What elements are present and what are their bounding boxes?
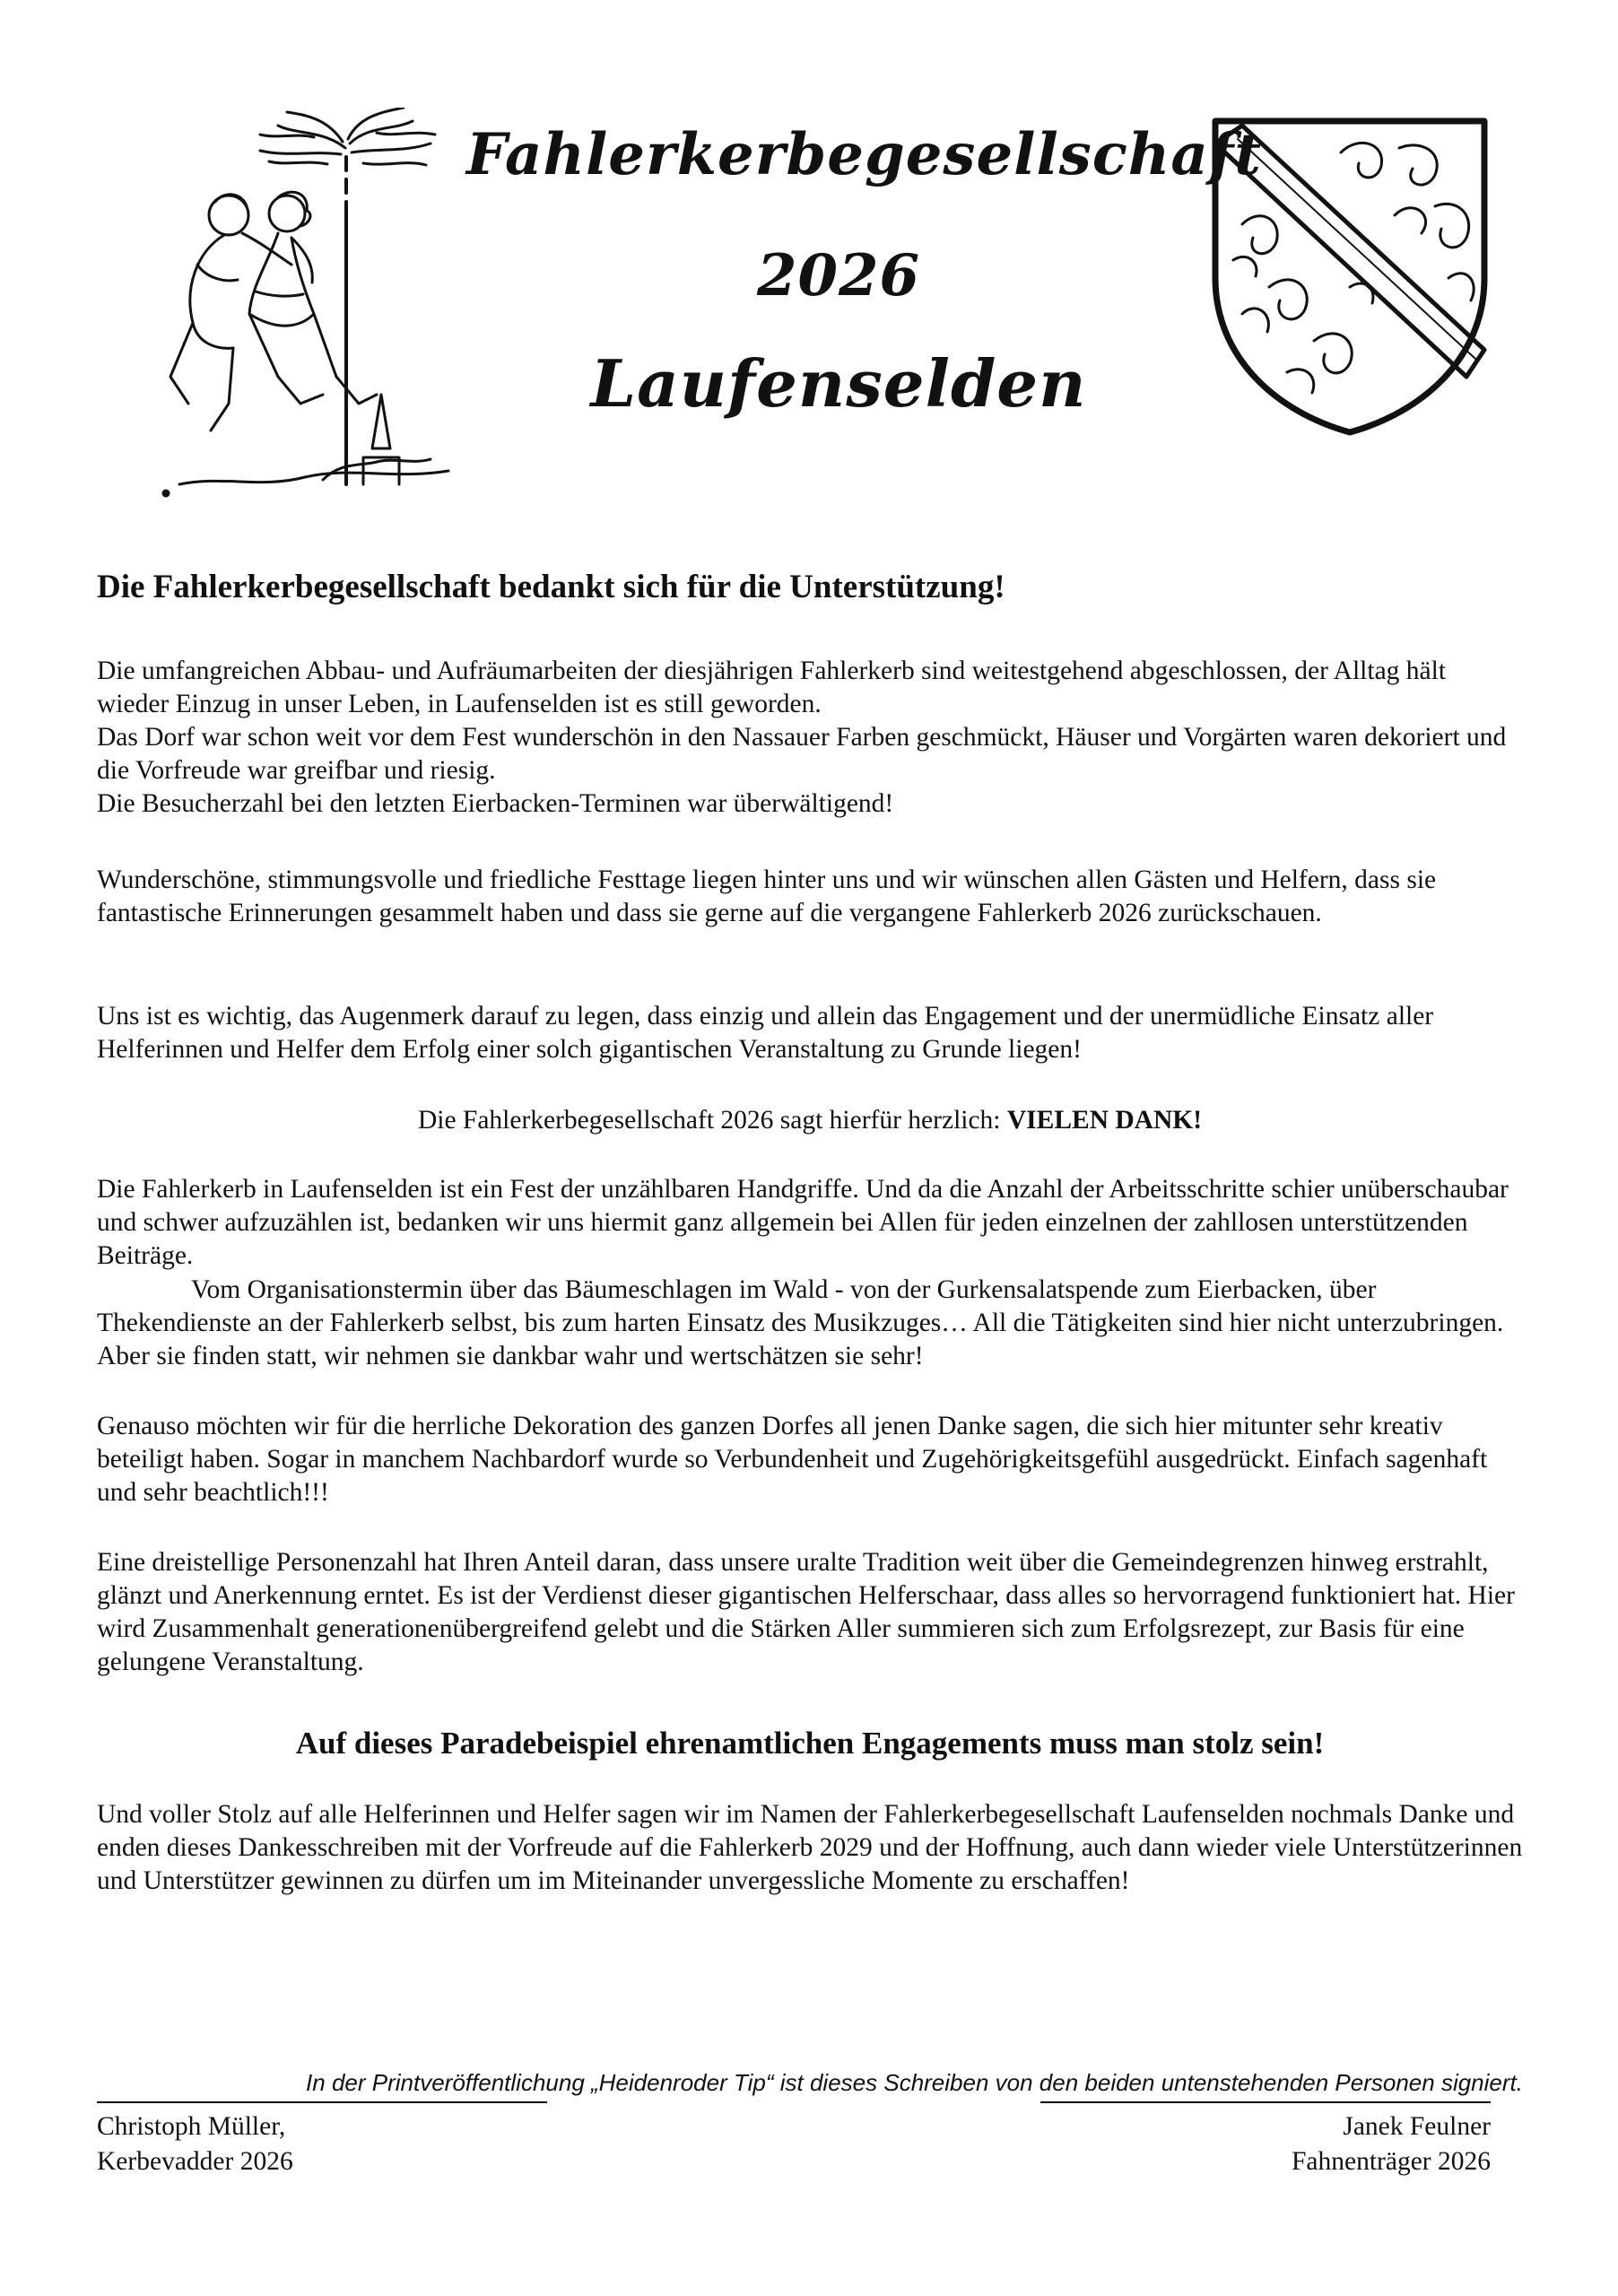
paragraph: Wunderschöne, stimmungsvolle und friedliche Festtage liegen hinter uns und wir wünschen allen Gästen und Helfern, dass sie fantastische Erinnerungen gesammelt haben und dass sie gerne auf die vergangene Fahlerkerb 2026 zurückschauen. <box>97 865 1437 927</box>
paragraph-intro <box>97 655 1523 821</box>
print-note: In der Printveröffentlichung „Heidenroder Tip“ ist dieses Schreiben von den beiden untenstehenden Personen signiert. <box>306 2069 1523 2096</box>
paragraph: Die Fahlerkerb in Laufenselden ist ein Fest der unzählbaren Handgriffe. Und da die Anzahl der Arbeitsschritte schier unüberschaubar und schwer aufzuzählen ist, bedanken wir uns hiermit ganz allgemein bei Allen für jeden einzelnen der zahllosen unterstützenden Beiträge. <box>97 1175 1509 1270</box>
paragraph: Das Dorf war schon weit vor dem Fest wunderschön in den Nassauer Farben geschmückt, Häuser und Vorgärten waren dekoriert und die Vorfreude war greifbar und riesig. <box>97 723 1507 785</box>
paragraph: Die umfangreichen Abbau- und Aufräumarbeiten der diesjährigen Fahlerkerb sind weitestgehend abgeschlossen, der Alltag hält wieder Einzug in unser Leben, in Laufenselden ist es still geworden. <box>97 657 1447 718</box>
paragraph: Genauso möchten wir für die herrliche Dekoration des ganzen Dorfes all jenen Danke sagen, die sich hier mitunter sehr kreativ beteiligt haben. Sogar in manchem Nachbardorf wurde so Verbundenheit und Zugehörigkeitsgefühl ausgedrückt. Einfach sagenhaft und sehr beachtlich!!! <box>97 1412 1488 1507</box>
signature-line-right <box>1040 2101 1491 2103</box>
thanks-text: Die Fahlerkerbegesellschaft 2026 sagt hierfür herzlich: <box>417 1106 1007 1135</box>
signer-role: Kerbevadder 2026 <box>97 2147 293 2176</box>
dancing-couple-maypole-icon <box>144 108 502 511</box>
header-year: 2026 <box>756 242 921 309</box>
paragraph: Eine dreistellige Personenzahl hat Ihren Anteil daran, dass unsere uralte Tradition weit über die Gemeindegrenzen hinweg erstrahlt, glänzt und Anerkennung erntet. Es ist der Verdienst dieser gigantischen Helferschaar, dass alles so hervorragend funktioniert hat. Hier wird Zusammenhalt generationenübergreifend gelebt und die Stärken Aller summieren sich zum Erfolgsrezept, zur Basis für eine gelungene Veranstaltung. <box>97 1548 1515 1676</box>
signer-role: Fahnenträger 2026 <box>1292 2147 1491 2176</box>
header-place: Laufenselden <box>590 345 1087 422</box>
signature-line-left <box>97 2101 547 2103</box>
signature-left <box>97 2109 293 2179</box>
paragraph: Uns ist es wichtig, das Augenmerk darauf zu legen, dass einzig und allein das Engagement und der unermüdliche Einsatz aller Helferinnen und Helfer dem Erfolg einer solch gigantischen Veranstaltung zu Grunde liegen! <box>97 1002 1434 1064</box>
coat-of-arms-icon <box>1206 108 1493 439</box>
subheading: Auf dieses Paradebeispiel ehrenamtlichen Engagements muss man stolz sein! <box>295 1726 1325 1761</box>
header-title: Fahlerkerbegesellschaft <box>466 121 1262 188</box>
signer-name: Janek Feulner <box>1343 2112 1491 2141</box>
paragraph: Vom Organisationstermin über das Bäumeschlagen im Wald - von der Gurkensalatspende zum Eierbacken, über Thekendienste an der Fahlerkerb selbst, bis zum harten Einsatz des Musikzuges… All die Tätigkeiten sind hier nicht unterzubringen. Aber sie finden statt, wir nehmen sie dankbar wahr und wertschätzen sie sehr! <box>97 1275 1504 1370</box>
main-heading: Die Fahlerkerbegesellschaft bedankt sich für die Unterstützung! <box>97 569 1005 605</box>
thanks-line <box>97 1104 1523 1137</box>
signer-name: Christoph Müller, <box>97 2112 286 2141</box>
thanks-emphasis: VIELEN DANK! <box>1006 1106 1203 1135</box>
paragraph: Die Besucherzahl bei den letzten Eierbacken-Terminen war überwältigend! <box>97 789 894 818</box>
signature-right <box>1292 2109 1491 2179</box>
paragraph: Und voller Stolz auf alle Helferinnen und Helfer sagen wir im Namen der Fahlerkerbegesellschaft Laufenselden nochmals Danke und enden dieses Dankesschreiben mit der Vorfreude auf die Fahlerkerb 2029 und der Hoffnung, auch dann wieder viele Unterstützerinnen und Unterstützer gewinnen zu dürfen um im Miteinander unvergessliche Momente zu erschaffen! <box>97 1800 1523 1895</box>
